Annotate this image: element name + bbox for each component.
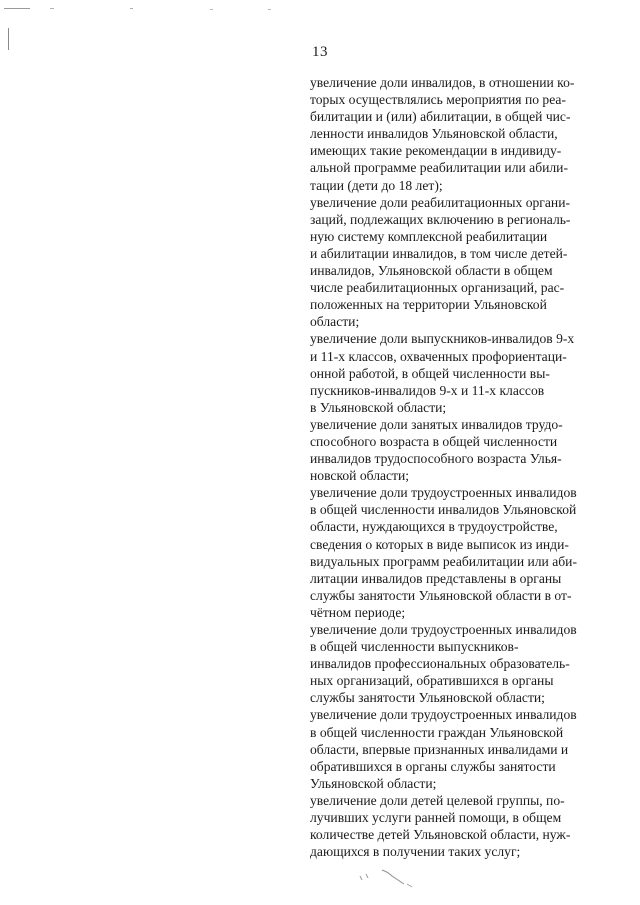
scan-mark-top <box>130 8 133 9</box>
scan-mark-top <box>268 9 271 10</box>
paragraph-rehabilitation-measures: увеличение доли инвалидов, в отношении ко- торых осуществлялись мероприятия по реа- билитации и (или) абилитации, в общей чис- ленности инвалидов Ульяновской области, имеющих такие рекомендации в индивиду- альной программе реабилитации или абили- тации (дети до 18 лет); <box>310 75 575 193</box>
scan-mark-top <box>50 8 54 9</box>
scan-mark-top <box>210 9 213 10</box>
scan-mark-top-left <box>4 8 30 9</box>
paragraph-employed-working-age: увеличение доли занятых инвалидов трудо- способного возраста в общей численности инвалидов трудоспособного возраста Улья- новской области; <box>310 416 563 484</box>
text-column <box>310 74 611 860</box>
scan-smudge <box>352 862 432 892</box>
page-number: 13 <box>312 44 328 60</box>
paragraph-graduates-career-guidance: увеличение доли выпускников-инвалидов 9-х и 11-х классов, охваченных профориентаци- онной работой, в общей численности вы- пускников-инвалидов 9-х и 11-х классов в Ульяновской области; <box>310 331 575 415</box>
paragraph-employed-needing-employment: увеличение доли трудоустроенных инвалидов в общей численности инвалидов Ульяновской области, нуждающихся в трудоустройстве, сведения о которых в виде выписок из инди- видуальных программ реабилитации или аби- литации инвалидов представлены в органы службы занятости Ульяновской области в от- чётном периоде; <box>310 485 577 620</box>
paragraph-employed-first-recognized: увеличение доли трудоустроенных инвалидов в общей численности граждан Ульяновской области, впервые признанных инвалидами и обратившихся в органы службы занятости Ульяновской области; <box>310 707 577 791</box>
paragraph-early-help-children: увеличение доли детей целевой группы, по- лучивших услуги ранней помощи, в общем количестве детей Ульяновской области, нуж- дающихся в получении таких услуг; <box>310 792 571 860</box>
paragraph-employed-graduates: увеличение доли трудоустроенных инвалидов в общей численности выпускников- инвалидов профессиональных образователь- ных организаций, обратившихся в органы службы занятости Ульяновской области; <box>310 622 577 706</box>
paragraph-rehabilitation-organizations: увеличение доли реабилитационных органи- заций, подлежащих включению в региональ- ную систему комплексной реабилитации и абилитации инвалидов, в том числе детей- инвалидов, Ульяновской области в общем числе реабилитационных организаций, рас- положенных на территории Ульяновской области; <box>310 194 571 330</box>
